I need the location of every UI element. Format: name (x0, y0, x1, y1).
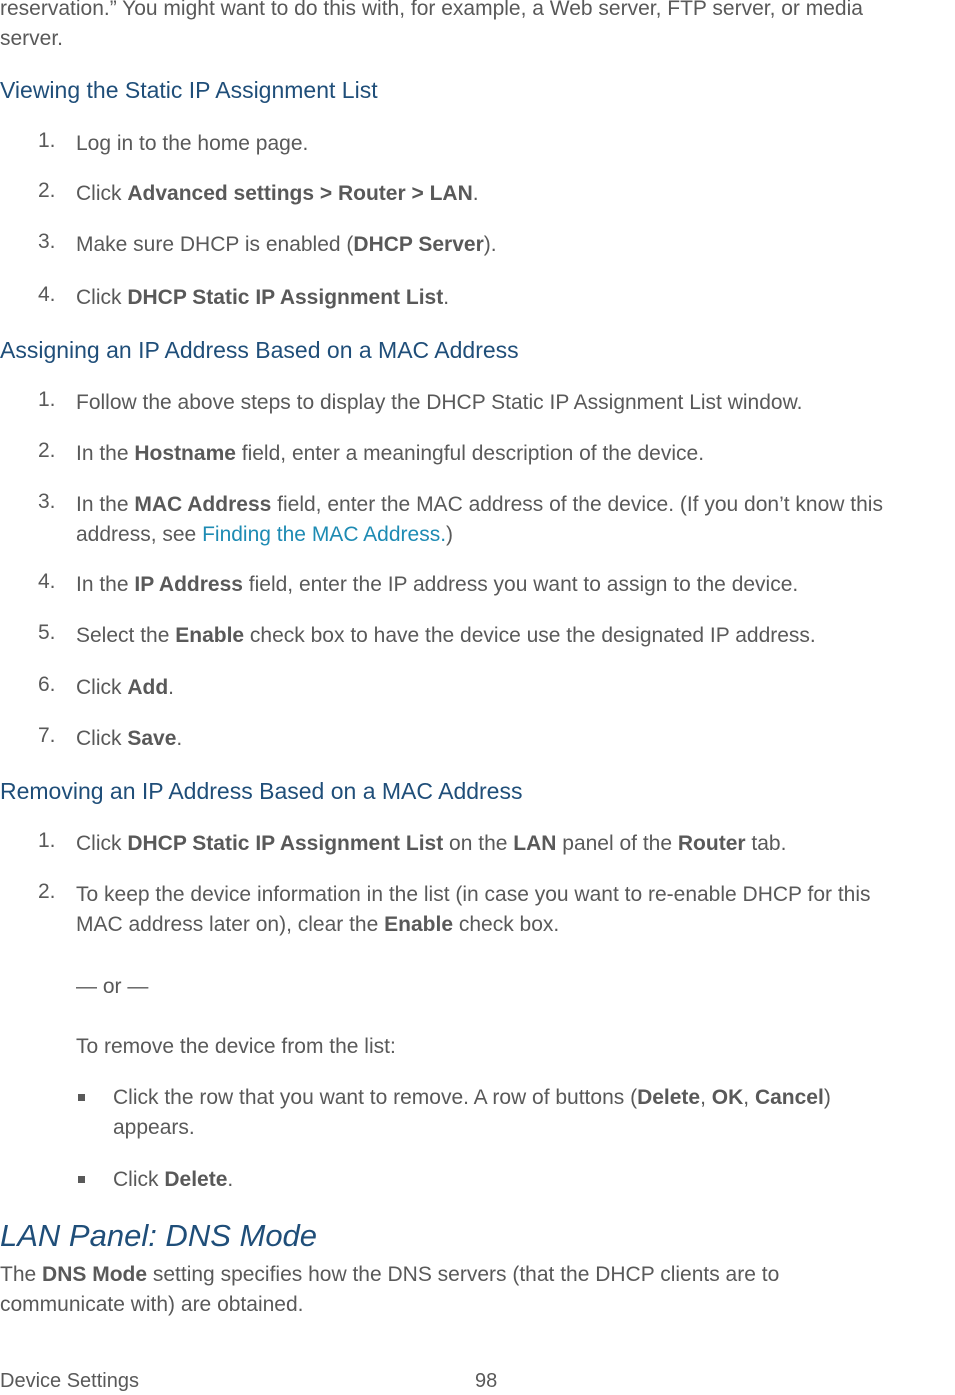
assigning-step-5: 5. Select the Enable check box to have the device use the designated IP address. (38, 621, 816, 647)
dns-paragraph-line-1: The DNS Mode setting specifies how the DNS servers (that the DHCP clients are to (0, 1263, 780, 1286)
remove-intro: To remove the device from the list: (76, 1035, 396, 1058)
footer-page-number: 98 (475, 1370, 498, 1392)
finding-mac-address-link[interactable]: Finding the MAC Address. (202, 523, 447, 546)
viewing-step-1: 1. Log in to the home page. (38, 129, 309, 155)
assigning-step-3: 3. In the MAC Address field, enter the MAC address of the device. (If you don’t know this address, see Finding the MAC Address.) (38, 490, 883, 546)
intro-line-1: reservation.” You might want to do this with, for example, a Web server, FTP server, or media (0, 0, 863, 20)
viewing-step-4: 4. Click DHCP Static IP Assignment List. (38, 283, 450, 309)
bullet-square-icon (78, 1094, 85, 1101)
heading-dns-mode: LAN Panel: DNS Mode (0, 1218, 318, 1253)
intro-line-2: server. (0, 27, 64, 50)
assigning-step-1: 1. Follow the above steps to display the DHCP Static IP Assignment List window. (38, 388, 803, 414)
removing-bullet-2: Click Delete. (0, 1165, 955, 1195)
bullet-square-icon (78, 1176, 85, 1183)
heading-assigning: Assigning an IP Address Based on a MAC Address (0, 337, 519, 363)
removing-step-2: 2. To keep the device information in the list (in case you want to re-enable DHCP for this MAC address later on), clear the Enable check box. (38, 880, 871, 936)
removing-bullet-1: Click the row that you want to remove. A row of buttons (Delete, OK, Cancel) appears. (0, 1083, 955, 1143)
assigning-step-2: 2. In the Hostname field, enter a meaningful description of the device. (38, 439, 705, 465)
removing-step-1: 1. Click DHCP Static IP Assignment List on the LAN panel of the Router tab. (38, 829, 787, 855)
heading-removing: Removing an IP Address Based on a MAC Address (0, 778, 523, 804)
dns-paragraph-line-2: communicate with) are obtained. (0, 1293, 304, 1316)
heading-viewing: Viewing the Static IP Assignment List (0, 77, 378, 103)
viewing-step-3: 3. Make sure DHCP is enabled (DHCP Server). (38, 230, 497, 256)
assigning-step-6: 6. Click Add. (38, 673, 175, 699)
assigning-step-7: 7. Click Save. (38, 724, 183, 750)
footer-section: Device Settings (0, 1370, 139, 1392)
or-separator: — or — (76, 975, 149, 998)
assigning-step-4: 4. In the IP Address field, enter the IP address you want to assign to the device. (38, 570, 799, 596)
viewing-step-2: 2. Click Advanced settings > Router > LAN. (38, 179, 479, 205)
